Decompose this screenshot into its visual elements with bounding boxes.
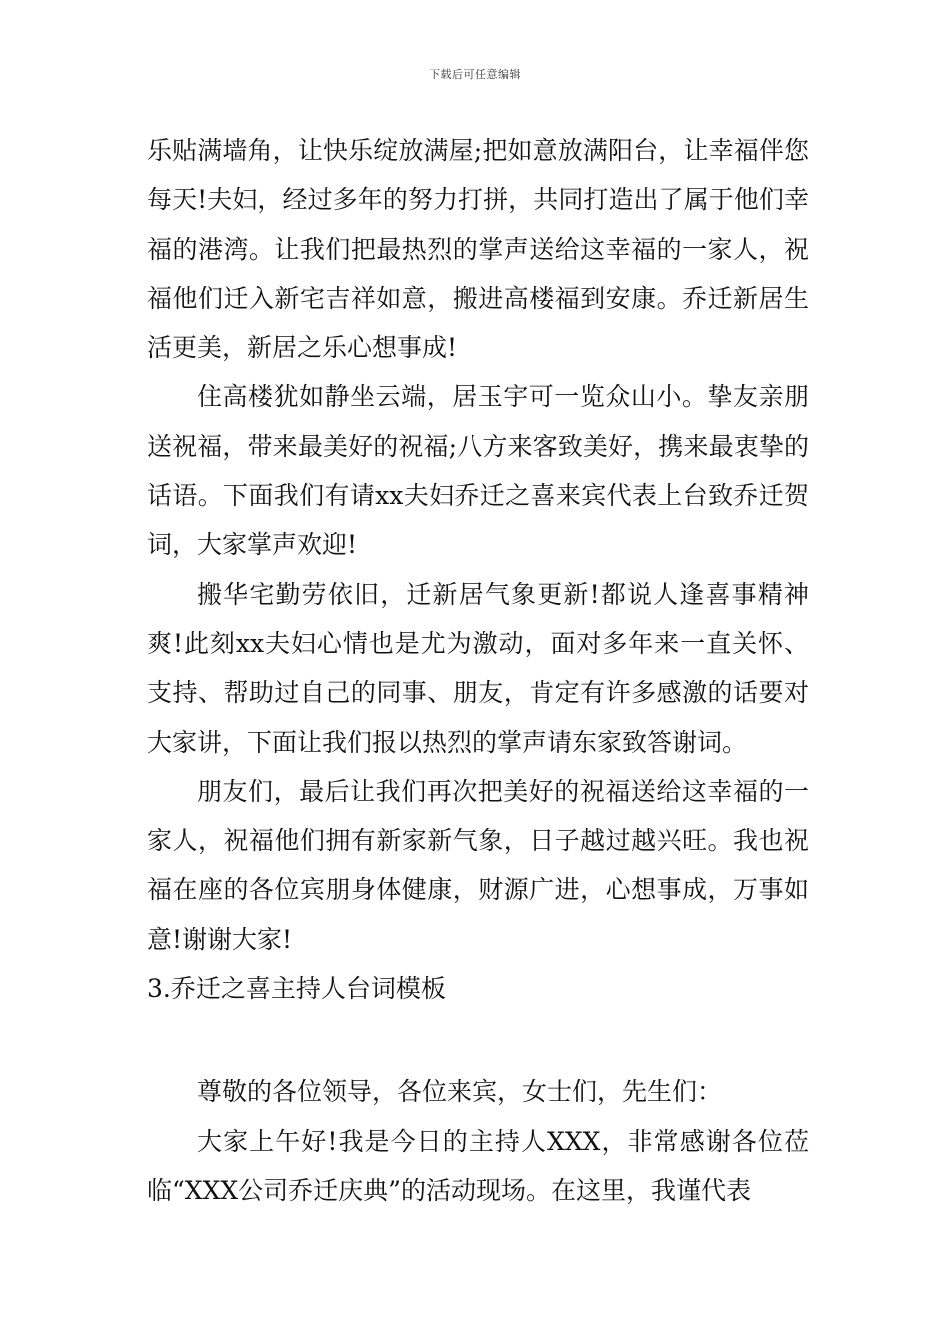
paragraph: 尊敬的各位领导，各位来宾，女士们，先生们： [197,1077,723,1107]
paragraph: 乐贴满墙角，让快乐绽放满屋;把如意放满阳台，让幸福伴您每天!夫妇，经过多年的努力打拼，共同打造出了属于他们幸福的港湾。让我们把最热烈的掌声送给这幸福的一家人，祝福他们迁入新宅吉祥如意，搬进高楼福到安康。乔迁新居生活更美，新居之乐心想事成! [147,136,809,363]
paragraph: 朋友们，最后让我们再次把美好的祝福送给这幸福的一家人，祝福他们拥有新家新气象，日子越过越兴旺。我也祝福在座的各位宾朋身体健康，财源广进，心想事成，万事如意!谢谢大家! [147,776,809,954]
section-spacer [147,1013,809,1067]
paragraph: 住高楼犹如静坐云端，居玉宇可一览众山小。挚友亲朋送祝福，带来最美好的祝福;八方来客致美好，携来最衷挚的话语。下面我们有请xx夫妇乔迁之喜来宾代表上台致乔迁贺词，大家掌声欢迎! [147,382,809,560]
paragraph: 搬华宅勤劳依旧，迁新居气象更新!都说人逢喜事精神爽!此刻xx夫妇心情也是尤为激动，面对多年来一直关怀、支持、帮助过自己的同事、朋友，肯定有许多感激的话要对大家讲，下面让我们报以热烈的掌声请东家致答谢词。 [147,579,809,757]
section-heading: 3.乔迁之喜主持人台词模板 [147,974,446,1004]
page-header: 下载后可任意编辑 [429,68,521,81]
paragraph: 大家上午好!我是今日的主持人XXX，非常感谢各位莅临“XXX公司乔迁庆典”的活动现场。在这里，我谨代表 [147,1126,809,1205]
document-body [147,126,809,1215]
